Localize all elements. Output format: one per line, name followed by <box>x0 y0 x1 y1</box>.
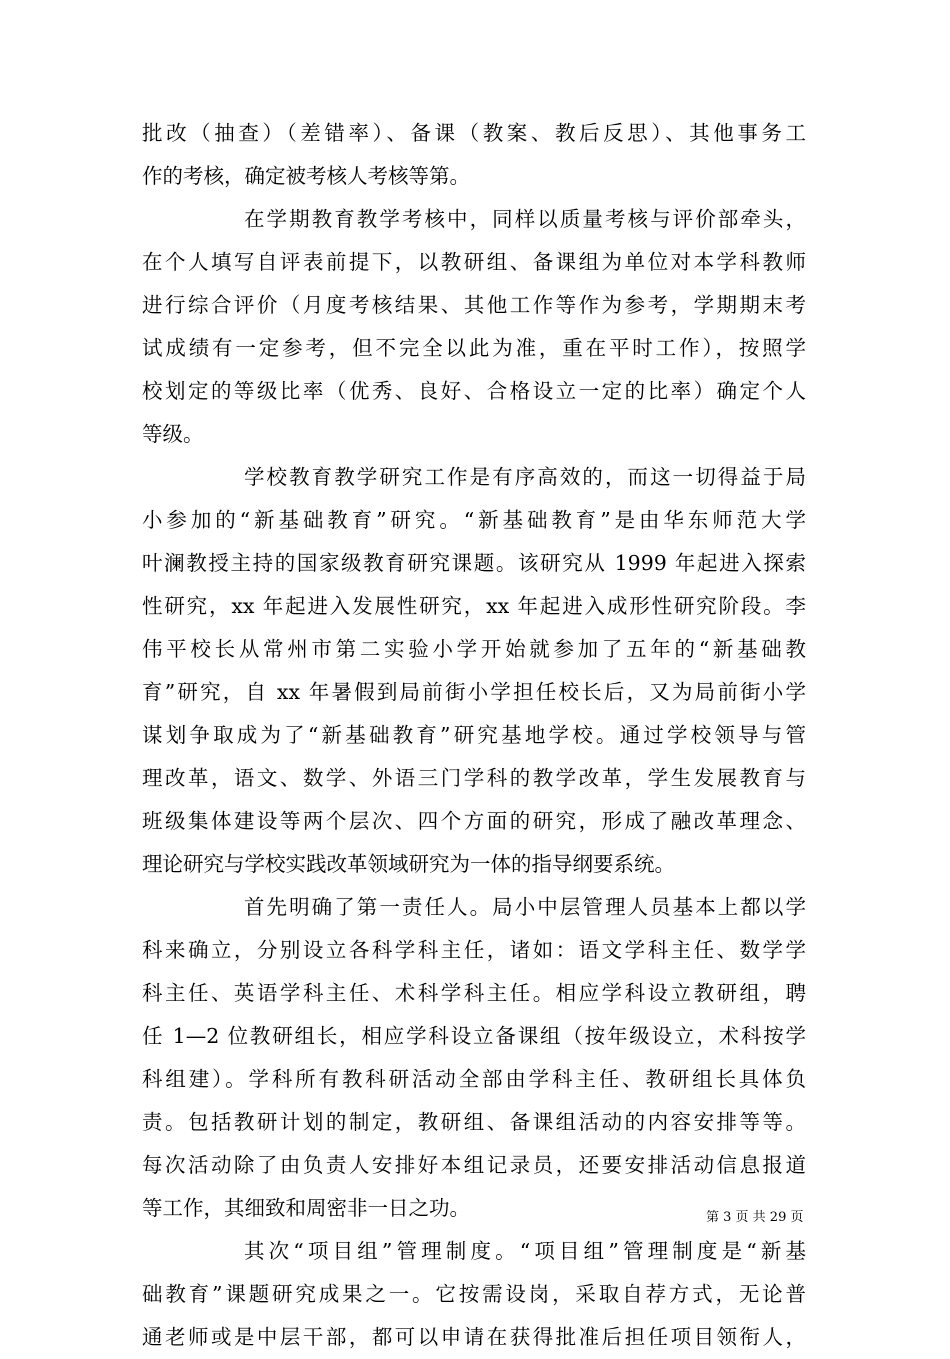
text-line: 班级集体建设等两个层次、四个方面的研究，形成了融改革理念、 <box>142 809 806 833</box>
page-number: 第 3 页 共 29 页 <box>706 1210 804 1225</box>
text-line: 性研究，xx 年起进入发展性研究，xx 年起进入成形性研究阶段。李 <box>142 594 806 618</box>
body-text <box>142 112 806 1359</box>
text-line: 责。包括教研计划的制定，教研组、备课组活动的内容安排等等。 <box>142 1110 806 1134</box>
text-line: 小参加的“新基础教育”研究。“新基础教育”是由华东师范大学 <box>142 508 806 532</box>
text-line: 伟平校长从常州市第二实验小学开始就参加了五年的“新基础教 <box>142 637 806 661</box>
text-line: 科组建）。学科所有教科研活动全部由学科主任、教研组长具体负 <box>142 1067 806 1091</box>
text-line: 叶澜教授主持的国家级教育研究课题。该研究从 1999 年起进入探索 <box>142 551 806 575</box>
paragraph-first-line: 学校教育教学研究工作是有序高效的，而这一切得益于局 <box>244 465 806 489</box>
text-line: 育”研究，自 xx 年暑假到局前街小学担任校长后，又为局前街小学 <box>142 680 806 704</box>
paragraph-first-line: 首先明确了第一责任人。局小中层管理人员基本上都以学 <box>244 895 806 919</box>
text-line: 等工作，其细致和周密非一日之功。 <box>142 1196 470 1220</box>
text-line: 科主任、英语学科主任、术科学科主任。相应学科设立教研组，聘 <box>142 981 806 1005</box>
text-line: 校划定的等级比率（优秀、良好、合格设立一定的比率）确定个人 <box>142 379 806 403</box>
text-line: 等级。 <box>142 422 204 446</box>
text-line: 础教育”课题研究成果之一。它按需设岗，采取自荐方式，无论普 <box>142 1282 806 1306</box>
text-line: 每次活动除了由负责人安排好本组记录员，还要安排活动信息报道 <box>142 1153 806 1177</box>
text-line: 作的考核，确定被考核人考核等第。 <box>142 164 470 188</box>
text-line: 任 1—2 位教研组长，相应学科设立备课组（按年级设立，术科按学 <box>142 1024 806 1048</box>
text-line: 通老师或是中层干部，都可以申请在获得批准后担任项目领衔人， <box>142 1325 806 1349</box>
paragraph-first-line: 其次“项目组”管理制度。“项目组”管理制度是“新基 <box>244 1239 806 1263</box>
paragraph-first-line: 在学期教育教学考核中，同样以质量考核与评价部牵头， <box>244 207 806 231</box>
text-line: 进行综合评价（月度考核结果、其他工作等作为参考，学期期末考 <box>142 293 806 317</box>
text-line: 理论研究与学校实践改革领域研究为一体的指导纲要系统。 <box>142 852 675 876</box>
text-line: 理改革，语文、数学、外语三门学科的教学改革，学生发展教育与 <box>142 766 806 790</box>
text-line: 在个人填写自评表前提下，以教研组、备课组为单位对本学科教师 <box>142 250 806 274</box>
text-line: 谋划争取成为了“新基础教育”研究基地学校。通过学校领导与管 <box>142 723 806 747</box>
text-line: 科来确立，分别设立各科学科主任，诸如：语文学科主任、数学学 <box>142 938 806 962</box>
text-line: 试成绩有一定参考，但不完全以此为准，重在平时工作），按照学 <box>142 336 806 360</box>
text-line: 批改（抽查）（差错率）、备课（教案、教后反思）、其他事务工 <box>142 121 806 145</box>
